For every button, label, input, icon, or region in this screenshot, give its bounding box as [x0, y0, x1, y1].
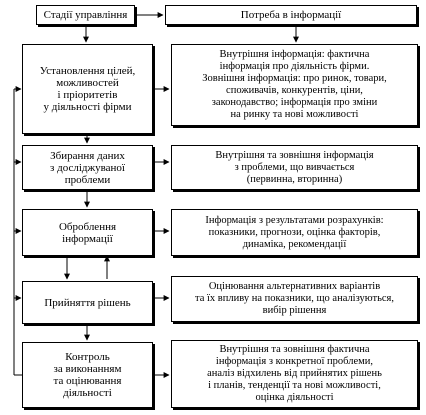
info-box-processing: Інформація з результатами розрахунків: показники, прогнози, оцінка факторів, динаміка, рекомендації [171, 209, 418, 256]
stage-box-processing: Оброблення інформації [22, 209, 153, 256]
stages-header: Стадії управління [36, 5, 135, 25]
stage-box-data-collection: Збирання даних з досліджуваної проблеми [22, 145, 153, 190]
stage-box-decision: Прийняття рішень [22, 281, 153, 324]
info-box-data-collection: Внутрішня та зовнішня інформація з проблеми, що вивчається (первинна, вторинна) [171, 145, 418, 190]
info-box-control: Внутрішня та зовнішня фактична інформація з конкретної проблеми, аналіз відхилень від прийнятих рішень і планів, тенденції та нові можливості, оцінка діяльності [171, 340, 418, 408]
info-box-goals: Внутрішня інформація: фактична інформація про діяльність фірми. Зовнішня інформація: про ринок, товари, споживачів, конкурентів, ціни, законодавство; інформація про зміни на ринку та нові можливості [171, 44, 418, 126]
info-box-decision: Оцінювання альтернативних варіантів та їх впливу на показники, що аналізуються, вибір рішення [171, 276, 418, 322]
info-header: Потреба в інформації [165, 5, 417, 25]
stage-box-control: Контроль за виконанням та оцінювання діяльності [22, 342, 153, 408]
stage-box-goals: Установлення цілей, можливостей і пріоритетів у діяльності фірми [22, 44, 153, 134]
